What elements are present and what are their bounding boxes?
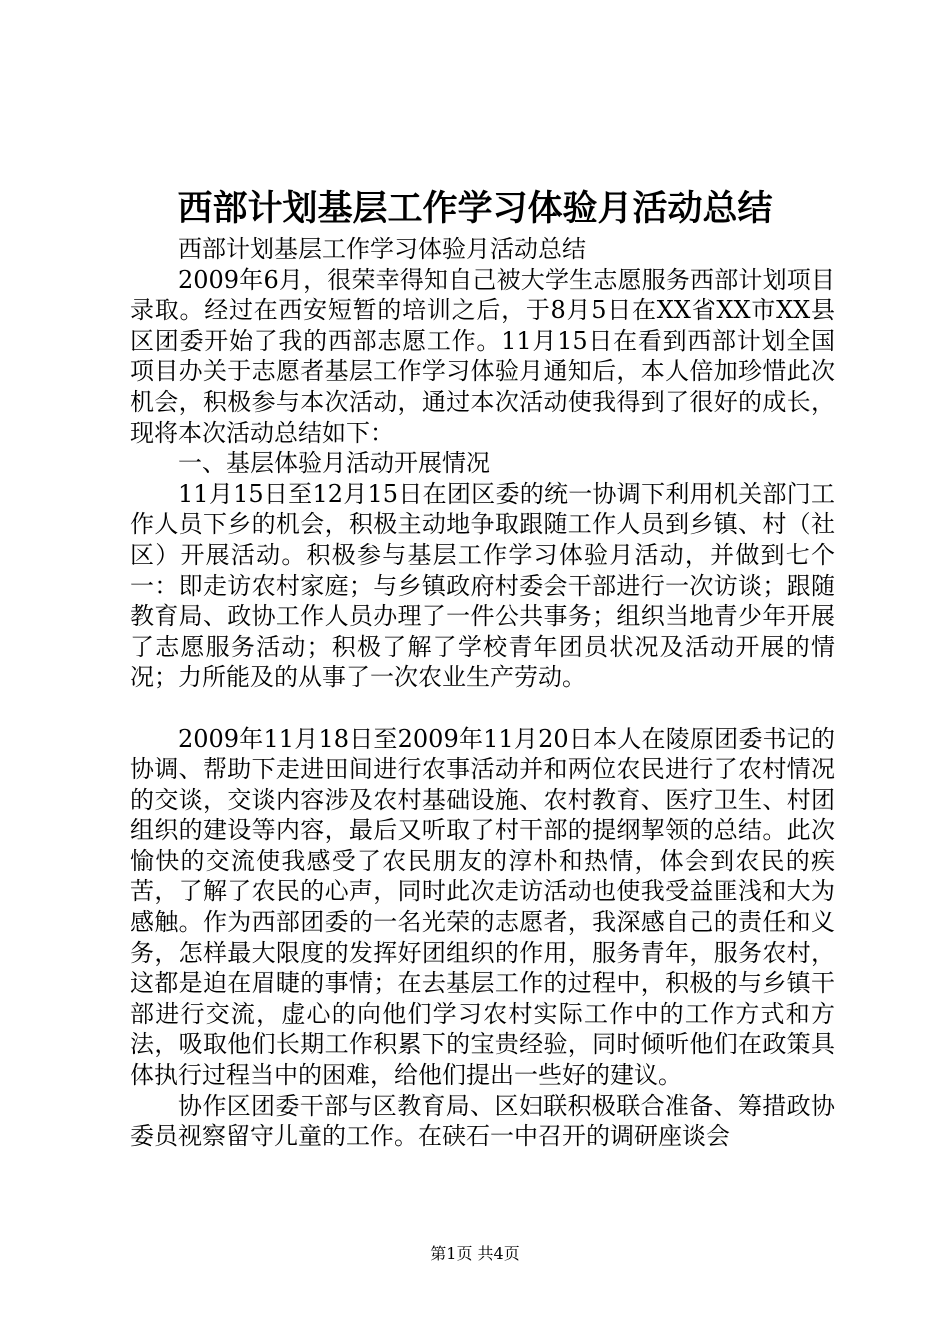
body-paragraph-intro: 2009年6月，很荣幸得知自己被大学生志愿服务西部计划项目录取。经过在西安短暂的培训之后，于8月5日在XX省XX市XX县区团委开始了我的西部志愿工作。11月15日在看到西部计划全国项目办关于志愿者基层工作学习体验月通知后，本人倍加珍惜此次机会，积极参与本次活动，通过本次活动使我得到了很好的成长，现将本次活动总结如下： <box>130 265 835 447</box>
page-number-footer: 第1页 共4页 <box>430 1244 520 1263</box>
paragraph-spacer <box>130 693 835 724</box>
body-paragraph-activities: 11月15日至12月15日在团区委的统一协调下利用机关部门工作人员下乡的机会，积极主动地争取跟随工作人员到乡镇、村（社区）开展活动。积极参与基层工作学习体验月活动，并做到七个一：即走访农村家庭；与乡镇政府村委会干部进行一次访谈；跟随教育局、政协工作人员办理了一件公共事务；组织当地青少年开展了志愿服务活动；积极了解了学校青年团员状况及活动开展的情况；力所能及的从事了一次农业生产劳动。 <box>130 479 835 692</box>
document-body <box>130 234 835 1152</box>
document-title: 西部计划基层工作学习体验月活动总结 <box>177 188 773 229</box>
body-paragraph-heading-repeat: 西部计划基层工作学习体验月活动总结 <box>178 235 586 263</box>
body-paragraph-visit: 2009年11月18日至2009年11月20日本人在陵原团委书记的协调、帮助下走进田间进行农事活动并和两位农民进行了农村情况的交谈，交谈内容涉及农村基础设施、农村教育、医疗卫生、村团组织的建设等内容，最后又听取了村干部的提纲挈领的总结。此次愉快的交流使我感受了农民朋友的淳朴和热情，体会到农民的疾苦，了解了农民的心声，同时此次走访活动也使我受益匪浅和大为感触。作为西部团委的一名光荣的志愿者，我深感自己的责任和义务，怎样最大限度的发挥好团组织的作用，服务青年，服务农村，这都是迫在眉睫的事情；在去基层工作的过程中，积极的与乡镇干部进行交流，虚心的向他们学习农村实际工作中的工作方式和方法，吸取他们长期工作积累下的宝贵经验，同时倾听他们在政策具体执行过程当中的困难，给他们提出一些好的建议。 <box>130 724 835 1090</box>
body-paragraph-cooperation: 协作区团委干部与区教育局、区妇联积极联合准备、筹措政协委员视察留守儿童的工作。在硖石一中召开的调研座谈会 <box>130 1091 835 1151</box>
section-heading: 一、基层体验月活动开展情况 <box>178 449 490 478</box>
